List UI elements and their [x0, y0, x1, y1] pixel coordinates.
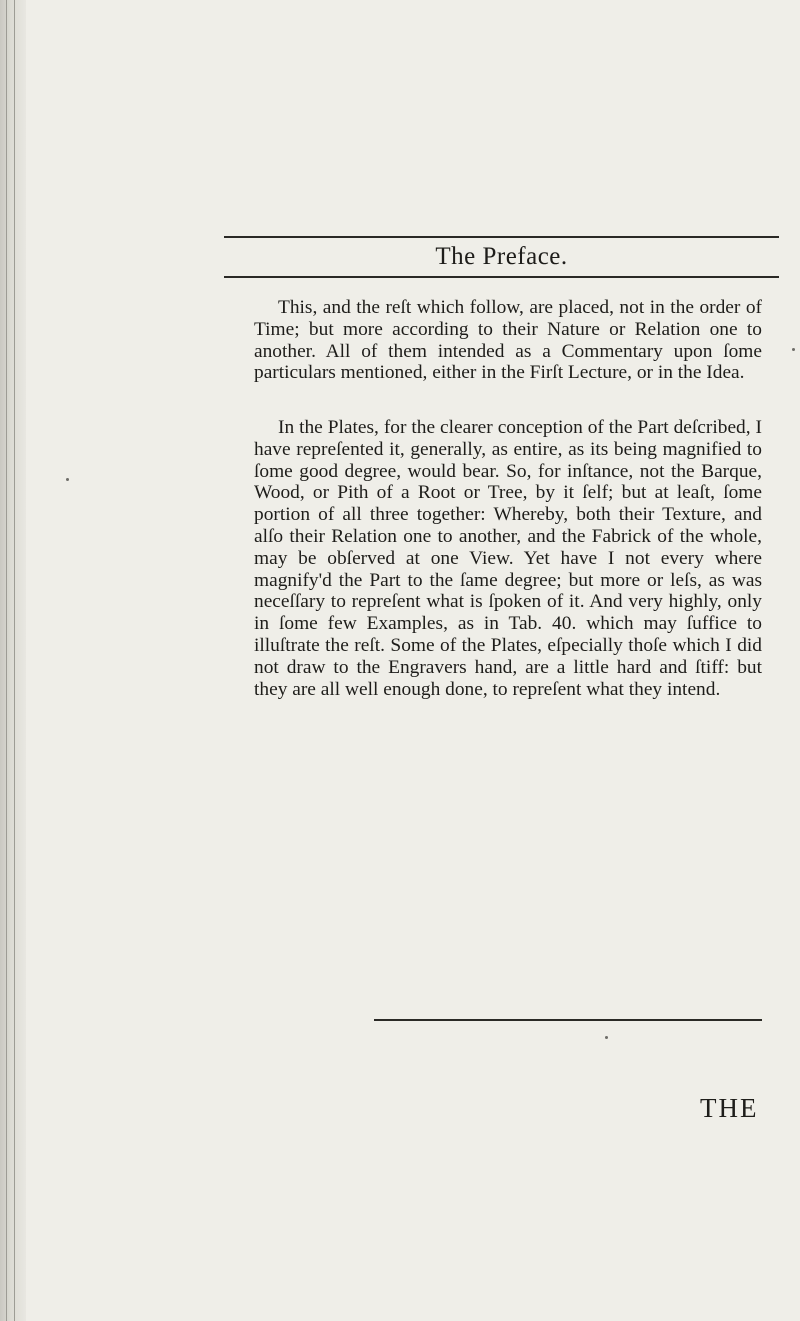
binding-line	[6, 0, 7, 1321]
page-binding-edge	[0, 0, 26, 1321]
paragraph-plates	[254, 417, 762, 700]
running-head: The Preface.	[435, 243, 568, 270]
paragraph-text: This, and the reſt which follow, are placed, not in the order of Time; but more according to their Nature or Relation one to another. All of them intended as a Commentary upon ſome particulars mentioned, either in the Firſt Lecture, or in the Idea.	[254, 297, 762, 384]
section-end-rule	[374, 1019, 762, 1021]
header-rule-top	[224, 236, 779, 238]
paper-speck	[605, 1036, 608, 1039]
paragraph-order	[254, 297, 762, 384]
header-rule-bottom	[224, 276, 779, 278]
catchword: THE	[700, 1093, 759, 1123]
paper-speck	[792, 348, 795, 351]
paper-speck	[66, 478, 69, 481]
binding-line	[14, 0, 15, 1321]
paragraph-text: In the Plates, for the clearer conception of the Part deſcribed, I have repreſented it, generally, as entire, as its being magnified to ſome good degree, would bear. So, for inſtance, not the Barque, Wood, or Pith of a Root or Tree, by it ſelf; but at leaſt, ſome portion of all three together: Whereby, both their Texture, and alſo their Relation one to another, and the Fabrick of the whole, may be obſerved at one View. Yet have I not every where magnify'd the Part to the ſame degree; but more or leſs, as was neceſſary to repreſent what is ſpoken of it. And very highly, only in ſome few Examples, as in Tab. 40. which may ſuffice to illuſtrate the reſt. Some of the Plates, eſpecially thoſe which I did not draw to the Engravers hand, are a little hard and ſtiff: but they are all well enough done, to repreſent what they intend.	[254, 417, 762, 700]
